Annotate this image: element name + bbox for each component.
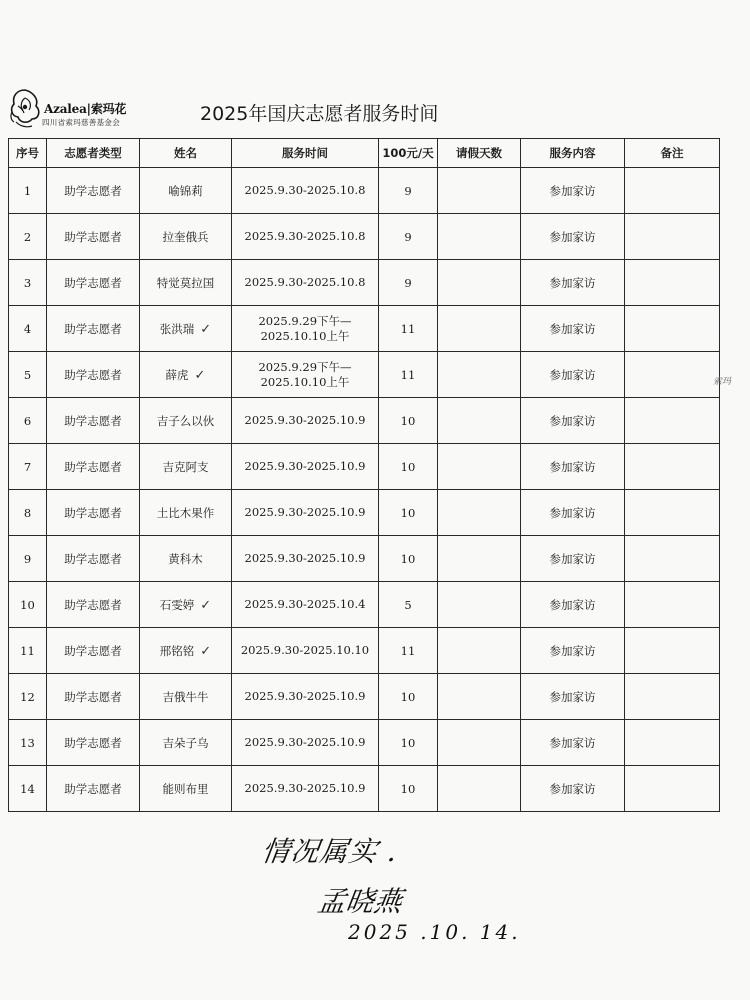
handwritten-remark: 情况属实 . [259, 835, 400, 868]
table-row [9, 536, 720, 582]
days-count-cell: 10 [379, 444, 438, 490]
volunteer-type-cell: 助学志愿者 [47, 444, 140, 490]
volunteer-name: 喻锦莉 [168, 183, 203, 198]
volunteer-type-cell: 助学志愿者 [47, 214, 140, 260]
service-content-cell: 参加家访 [521, 536, 625, 582]
days-count-cell: 5 [379, 582, 438, 628]
service-content-cell: 参加家访 [521, 398, 625, 444]
row-number-cell: 12 [9, 674, 47, 720]
column-header: 服务时间 [232, 139, 379, 168]
volunteer-type-cell: 助学志愿者 [47, 766, 140, 812]
table-row [9, 628, 720, 674]
service-period-start: 2025.9.30-2025.10.9 [244, 551, 366, 565]
volunteer-type-cell: 助学志愿者 [47, 306, 140, 352]
service-content-cell: 参加家访 [521, 260, 625, 306]
leave-days-cell [438, 260, 521, 306]
check-mark-icon: ✓ [200, 321, 212, 337]
table-row [9, 490, 720, 536]
remarks-cell [625, 766, 720, 812]
column-header: 服务内容 [521, 139, 625, 168]
leave-days-cell [438, 398, 521, 444]
remarks-cell [625, 582, 720, 628]
volunteer-name-cell [140, 398, 232, 444]
row-number-cell: 4 [9, 306, 47, 352]
days-count-cell: 10 [379, 766, 438, 812]
volunteer-type-cell: 助学志愿者 [47, 674, 140, 720]
column-header: 备注 [625, 139, 720, 168]
service-period-cell [232, 720, 379, 766]
row-number-cell: 14 [9, 766, 47, 812]
row-number-cell: 10 [9, 582, 47, 628]
row-number-cell: 3 [9, 260, 47, 306]
service-period-cell [232, 306, 379, 352]
leave-days-cell [438, 582, 521, 628]
table-row [9, 168, 720, 214]
volunteer-name: 薛虎 [165, 367, 189, 382]
volunteer-name-cell [140, 674, 232, 720]
volunteer-name-cell [140, 168, 232, 214]
row-number-cell: 2 [9, 214, 47, 260]
volunteer-name-cell [140, 628, 232, 674]
days-count-cell: 9 [379, 260, 438, 306]
row-number-cell: 9 [9, 536, 47, 582]
remarks-cell [625, 490, 720, 536]
volunteer-name: 拉奎俄兵 [162, 229, 209, 244]
volunteer-type-cell: 助学志愿者 [47, 260, 140, 306]
service-period-start: 2025.9.30-2025.10.8 [244, 275, 366, 289]
handwritten-date: 2025 .10. 14. [348, 920, 521, 944]
remarks-cell [625, 168, 720, 214]
remarks-cell [625, 398, 720, 444]
table-row [9, 352, 720, 398]
volunteer-type-cell: 助学志愿者 [47, 398, 140, 444]
leave-days-cell [438, 766, 521, 812]
leave-days-cell [438, 444, 521, 490]
service-period-start: 2025.9.30-2025.10.9 [244, 505, 366, 519]
remarks-cell [625, 720, 720, 766]
service-content-cell: 参加家访 [521, 628, 625, 674]
days-count-cell: 10 [379, 674, 438, 720]
days-count-cell: 11 [379, 306, 438, 352]
volunteer-name: 吉朵子乌 [162, 735, 209, 750]
service-period-cell [232, 766, 379, 812]
table-body [9, 168, 720, 812]
volunteer-name: 吉俄牛牛 [162, 689, 209, 704]
remarks-cell [625, 628, 720, 674]
service-period-start: 2025.9.29下午— [258, 359, 352, 374]
days-count-cell: 10 [379, 490, 438, 536]
leave-days-cell [438, 306, 521, 352]
volunteer-type-cell: 助学志愿者 [47, 168, 140, 214]
remarks-cell [625, 444, 720, 490]
remarks-cell [625, 352, 720, 398]
service-content-cell: 参加家访 [521, 214, 625, 260]
check-mark-icon: ✓ [194, 367, 206, 383]
column-header: 100元/天 [379, 139, 438, 168]
leave-days-cell [438, 674, 521, 720]
table-row [9, 306, 720, 352]
row-number-cell: 6 [9, 398, 47, 444]
volunteer-name-cell [140, 720, 232, 766]
table-row [9, 260, 720, 306]
service-period-cell [232, 444, 379, 490]
service-period-start: 2025.9.30-2025.10.9 [244, 413, 366, 427]
row-number-cell: 13 [9, 720, 47, 766]
table-row [9, 398, 720, 444]
volunteer-name-cell [140, 214, 232, 260]
service-period-cell [232, 214, 379, 260]
volunteer-name: 能则布里 [162, 781, 209, 796]
volunteer-name-cell [140, 306, 232, 352]
margin-mark: 索玛 [713, 377, 732, 387]
service-period-end: 2025.10.10上午 [260, 374, 350, 389]
service-content-cell: 参加家访 [521, 582, 625, 628]
volunteer-name: 张洪瑞 [159, 321, 195, 336]
volunteer-name-cell [140, 490, 232, 536]
check-mark-icon: ✓ [200, 643, 212, 659]
days-count-cell: 10 [379, 536, 438, 582]
foundation-logo [8, 86, 158, 134]
column-header: 姓名 [140, 139, 232, 168]
service-content-cell: 参加家访 [521, 490, 625, 536]
table-row [9, 444, 720, 490]
volunteer-name-cell [140, 536, 232, 582]
service-period-cell [232, 582, 379, 628]
row-number-cell: 1 [9, 168, 47, 214]
azalea-flower-icon [8, 86, 42, 132]
leave-days-cell [438, 628, 521, 674]
remarks-cell [625, 306, 720, 352]
logo-subtitle: 四川省索玛慈善基金会 [42, 118, 120, 127]
logo-name: Azalea|索玛花 [44, 102, 127, 116]
service-content-cell: 参加家访 [521, 352, 625, 398]
handwritten-signature: 孟晓燕 [315, 885, 405, 918]
days-count-cell: 10 [379, 398, 438, 444]
check-mark-icon: ✓ [200, 597, 212, 613]
volunteer-name-cell [140, 766, 232, 812]
volunteer-name: 吉子么以伙 [156, 413, 215, 428]
volunteer-name-cell [140, 444, 232, 490]
volunteer-type-cell: 助学志愿者 [47, 352, 140, 398]
service-content-cell: 参加家访 [521, 674, 625, 720]
volunteer-name: 土比木果作 [156, 505, 215, 520]
service-period-cell [232, 398, 379, 444]
leave-days-cell [438, 490, 521, 536]
service-content-cell: 参加家访 [521, 720, 625, 766]
service-period-cell [232, 490, 379, 536]
volunteer-name: 邢铭铭 [159, 643, 195, 658]
volunteer-name-cell [140, 260, 232, 306]
row-number-cell: 11 [9, 628, 47, 674]
service-period-start: 2025.9.30-2025.10.4 [244, 597, 366, 611]
volunteer-name-cell [140, 582, 232, 628]
table-row [9, 214, 720, 260]
service-period-end: 2025.10.10上午 [260, 328, 350, 343]
days-count-cell: 11 [379, 628, 438, 674]
row-number-cell: 8 [9, 490, 47, 536]
row-number-cell: 5 [9, 352, 47, 398]
volunteer-service-table [8, 138, 720, 812]
table-header-row [9, 139, 720, 168]
remarks-cell [625, 674, 720, 720]
document-title: 2025年国庆志愿者服务时间 [200, 103, 439, 125]
volunteer-name: 特觉莫拉国 [156, 275, 215, 290]
service-period-cell [232, 536, 379, 582]
service-content-cell: 参加家访 [521, 306, 625, 352]
row-number-cell: 7 [9, 444, 47, 490]
volunteer-type-cell: 助学志愿者 [47, 536, 140, 582]
service-content-cell: 参加家访 [521, 168, 625, 214]
table-row [9, 674, 720, 720]
column-header: 请假天数 [438, 139, 521, 168]
service-period-start: 2025.9.30-2025.10.9 [244, 689, 366, 703]
service-period-start: 2025.9.30-2025.10.9 [244, 459, 366, 473]
service-period-cell [232, 674, 379, 720]
remarks-cell [625, 260, 720, 306]
volunteer-name-cell [140, 352, 232, 398]
service-period-cell [232, 352, 379, 398]
volunteer-type-cell: 助学志愿者 [47, 490, 140, 536]
leave-days-cell [438, 168, 521, 214]
table-row [9, 720, 720, 766]
service-content-cell: 参加家访 [521, 444, 625, 490]
service-period-start: 2025.9.30-2025.10.10 [240, 643, 370, 657]
service-content-cell: 参加家访 [521, 766, 625, 812]
service-period-start: 2025.9.29下午— [258, 313, 352, 328]
volunteer-type-cell: 助学志愿者 [47, 628, 140, 674]
remarks-cell [625, 536, 720, 582]
table-row [9, 766, 720, 812]
column-header: 志愿者类型 [47, 139, 140, 168]
column-header: 序号 [9, 139, 47, 168]
leave-days-cell [438, 536, 521, 582]
volunteer-name: 吉克阿支 [162, 459, 209, 474]
service-period-cell [232, 260, 379, 306]
service-period-start: 2025.9.30-2025.10.9 [244, 735, 366, 749]
service-period-cell [232, 628, 379, 674]
service-period-start: 2025.9.30-2025.10.9 [244, 781, 366, 795]
leave-days-cell [438, 720, 521, 766]
leave-days-cell [438, 352, 521, 398]
days-count-cell: 9 [379, 214, 438, 260]
days-count-cell: 9 [379, 168, 438, 214]
service-period-cell [232, 168, 379, 214]
days-count-cell: 10 [379, 720, 438, 766]
volunteer-type-cell: 助学志愿者 [47, 582, 140, 628]
days-count-cell: 11 [379, 352, 438, 398]
service-period-start: 2025.9.30-2025.10.8 [244, 183, 366, 197]
service-period-start: 2025.9.30-2025.10.8 [244, 229, 366, 243]
volunteer-name: 石雯婷 [159, 597, 195, 612]
volunteer-type-cell: 助学志愿者 [47, 720, 140, 766]
remarks-cell [625, 214, 720, 260]
leave-days-cell [438, 214, 521, 260]
table-row [9, 582, 720, 628]
volunteer-name: 黄科木 [168, 551, 203, 566]
